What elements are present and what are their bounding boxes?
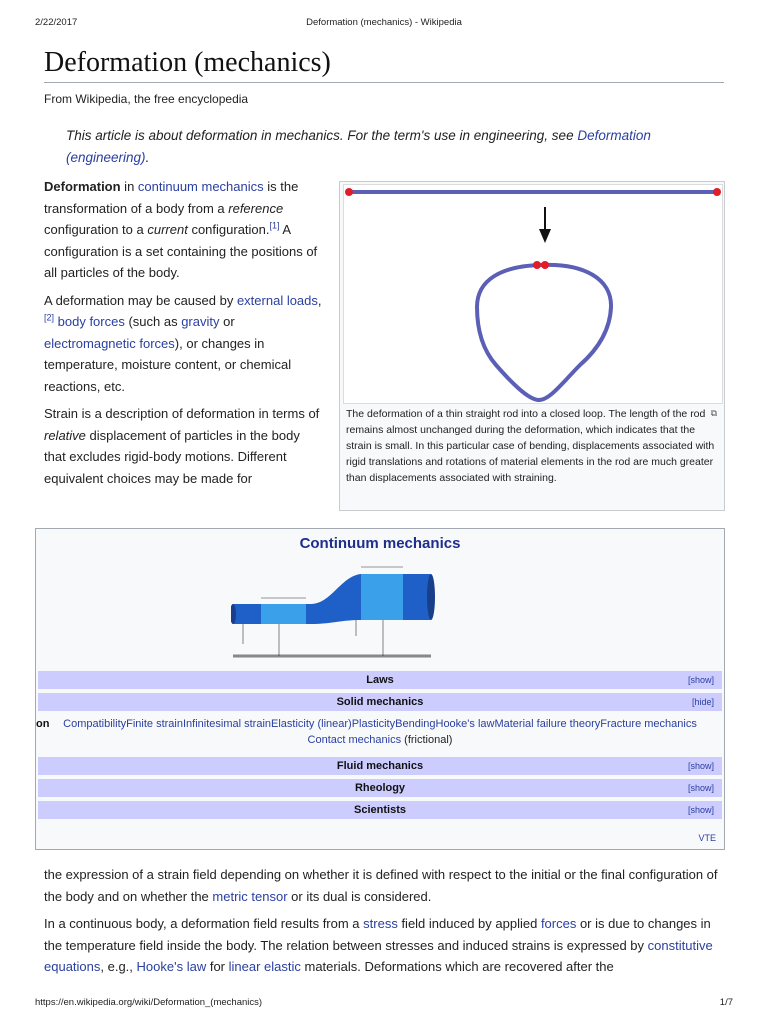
link-infinitesimal-strain[interactable]: Infinitesimal strain — [182, 718, 272, 730]
link-fracture-mechanics[interactable]: Fracture mechanics — [600, 718, 697, 730]
solid-links-row — [36, 716, 724, 732]
paragraph: Strain is a description of deformation in terms of relative displacement of particles in the body that excludes rigid-body motions. Different equivalent choices may be made for — [44, 406, 320, 486]
link-contact-mechanics[interactable]: Contact mechanics — [307, 734, 402, 746]
show-toggle[interactable]: [show] — [687, 675, 714, 685]
intro-column — [44, 176, 324, 495]
hide-toggle[interactable]: [hide] — [691, 697, 714, 707]
vte-links[interactable]: VTE — [698, 833, 716, 843]
link-linear-elastic[interactable]: linear elastic — [228, 959, 301, 974]
link-finite-strain[interactable]: Finite strain — [126, 718, 183, 730]
ref-2[interactable]: [2] — [44, 312, 55, 323]
solid-mechanics-list — [36, 716, 724, 748]
print-footer — [35, 997, 733, 1011]
link-electromagnetic-forces[interactable]: electromagnetic forces — [44, 335, 175, 351]
clipped-label: on — [36, 718, 50, 730]
ref-1[interactable]: [1] — [269, 220, 280, 231]
paragraph: In a continuous body, a deformation field results from a stress field induced by applied forces or is due to changes in the temperature field inside the body. The relation between stresses and induced strains is expressed by constitutive equations, e.g., Hooke's law for linear elastic materials. Deformations which are recovered after the — [44, 916, 713, 974]
link-compatibility[interactable]: Compatibility — [63, 718, 127, 730]
navbox-title[interactable]: Continuum mechanics — [299, 535, 461, 552]
link-hookes-law[interactable]: Hooke's law — [136, 959, 207, 974]
link-bending[interactable]: Bending — [395, 718, 436, 730]
hatnote: This article is about deformation in mechanics. For the term's use in engineering, see Deformation (engineering). — [66, 128, 651, 165]
link-gravity[interactable]: gravity — [181, 314, 220, 329]
page-title: Deformation (mechanics) — [44, 46, 724, 83]
group-rheology[interactable]: Rheology [show] — [38, 779, 722, 797]
rod-loop-image[interactable] — [343, 184, 723, 404]
link-hookes-law[interactable]: Hooke's law — [435, 718, 495, 730]
show-toggle[interactable]: [show] — [687, 805, 714, 815]
group-laws[interactable]: Laws [show] — [38, 671, 722, 689]
link-metric-tensor[interactable]: metric tensor — [212, 888, 288, 904]
link-elasticity[interactable]: Elasticity (linear) — [271, 718, 352, 730]
page-number: 1/7 — [719, 997, 733, 1008]
figure-caption: The deformation of a thin straight rod into a closed loop. The length of the rod remains almost unchanged during the deformation, which indicates that the strain is small. In this particular case of bending, displacements associated with rigid translations and rotations of material elements in the rod are much greater than displacements associated with straining. — [346, 408, 715, 484]
link-forces[interactable]: forces — [540, 916, 577, 931]
enlarge-icon[interactable]: ⧉ — [710, 408, 717, 418]
print-url: https://en.wikipedia.org/wiki/Deformation_(mechanics) — [35, 997, 263, 1008]
link-material-failure-theory[interactable]: Material failure theory — [494, 718, 601, 730]
print-title: Deformation (mechanics) - Wikipedia — [306, 17, 462, 28]
tagline: From Wikipedia, the free encyclopedia — [44, 92, 249, 106]
navbox-continuum-mechanics — [35, 528, 725, 850]
link-plasticity[interactable]: Plasticity — [351, 718, 396, 730]
link-external-loads[interactable]: external loads — [236, 292, 318, 308]
paragraph: the expression of a strain field depending on whether it is defined with respect to the initial or the final configuration of the body and on whether the metric tensor or its dual is considered. — [44, 867, 718, 904]
group-scientists[interactable]: Scientists [show] — [38, 801, 722, 819]
body-continued — [44, 864, 724, 984]
link-body-forces[interactable]: body forces — [57, 314, 125, 329]
print-date: 2/22/2017 — [35, 17, 78, 28]
link-stress[interactable]: stress — [363, 916, 398, 931]
hatnote-link[interactable]: Deformation (engineering) — [66, 128, 651, 165]
show-toggle[interactable]: [show] — [687, 783, 714, 793]
rod-loop-drawing — [344, 185, 722, 403]
show-toggle[interactable]: [show] — [687, 761, 714, 771]
figure — [339, 181, 725, 511]
link-constitutive-equations[interactable]: constitutive equations — [44, 937, 713, 974]
link-continuum-mechanics[interactable]: continuum mechanics — [137, 179, 264, 194]
group-fluid-mechanics[interactable]: Fluid mechanics [show] — [38, 757, 722, 775]
paragraph: A deformation may be caused by external loads,[2] body forces (such as gravity or electromagnetic forces), or changes in temperature, moisture content, or chemical reactions, etc. — [44, 292, 322, 394]
pipe-flow-diagram — [231, 558, 436, 664]
paragraph: Deformation in continuum mechanics is the transformation of a body from a reference configuration to a current configuration.[1] A configuration is a set containing the positions of all particles of the body. — [44, 179, 318, 280]
group-solid-mechanics[interactable]: Solid mechanics [hide] — [38, 693, 722, 711]
solid-links-row-2: Contact mechanics (frictional) — [307, 734, 453, 746]
print-header — [35, 17, 733, 31]
